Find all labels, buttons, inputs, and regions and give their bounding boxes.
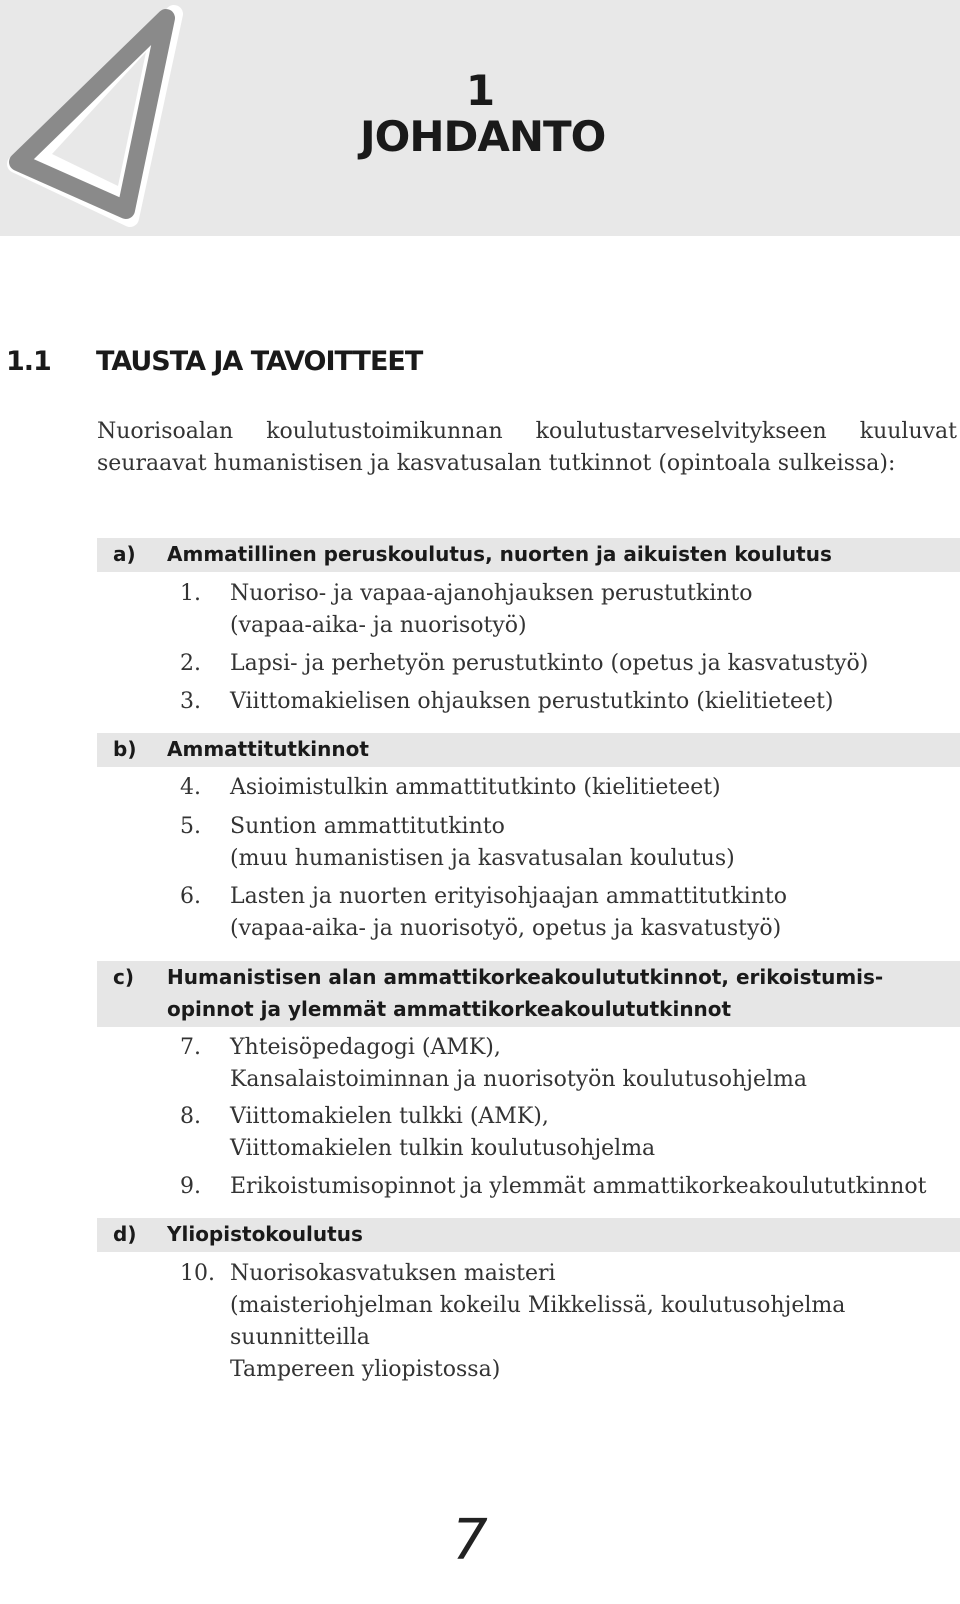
intro-paragraph: Nuorisoalan koulutustoimikunnan koulutustarveselvitykseen kuuluvat seuraavat humanistisen ja kasvatusalan tutkinnot (opintoala sulkeissa): [97, 419, 957, 476]
list-item [180, 811, 960, 875]
item-text: Yhteisöpedagogi (AMK), Kansalaistoiminnan ja nuorisotyön koulutusohjelma [230, 1035, 808, 1092]
item-text: Nuoriso- ja vapaa-ajanohjauksen perustutkinto (vapaa-aika- ja nuorisotyö) [230, 581, 753, 638]
category-title: Ammattitutkinnot [167, 737, 369, 761]
item-number: 3. [180, 689, 201, 714]
page-number: 7 [452, 1508, 488, 1573]
item-number: 9. [180, 1174, 201, 1199]
item-text: Erikoistumisopinnot ja ylemmät ammattikorkeakoulututkinnot [230, 1174, 927, 1199]
triangle-sail-logo-icon [6, 4, 186, 232]
category-letter: b) [113, 737, 137, 761]
list-item [180, 881, 960, 945]
list-item [180, 772, 960, 804]
item-number: 8. [180, 1104, 201, 1129]
item-text: Lapsi- ja perhetyön perustutkinto (opetus ja kasvatustyö) [230, 651, 869, 676]
category-title: Humanistisen alan ammattikorkeakoulututkinnot, erikoistumis- opinnot ja ylemmät ammattikorkeakoulututkinnot [167, 965, 884, 1021]
list-item [180, 578, 960, 642]
item-text: Lasten ja nuorten erityisohjaajan ammattitutkinto (vapaa-aika- ja nuorisotyö, opetus ja kasvatustyö) [230, 884, 787, 941]
category-a-header [97, 538, 960, 572]
category-letter: c) [113, 965, 134, 989]
category-d-header [97, 1218, 960, 1252]
item-number: 10. [180, 1261, 215, 1286]
category-title: Yliopistokoulutus [167, 1222, 363, 1246]
section-number: 1.1 [6, 346, 51, 377]
item-number: 1. [180, 581, 201, 606]
list-item [180, 1032, 960, 1096]
item-text: Suntion ammattitutkinto (muu humanistisen ja kasvatusalan koulutus) [230, 814, 735, 871]
list-item [180, 648, 960, 680]
category-letter: a) [113, 542, 136, 566]
list-item [180, 1101, 960, 1165]
item-number: 7. [180, 1035, 201, 1060]
item-text: Viittomakielisen ohjauksen perustutkinto (kielitieteet) [230, 689, 834, 714]
list-item [180, 1258, 960, 1382]
section-heading [6, 346, 706, 377]
item-number: 5. [180, 814, 201, 839]
chapter-number: 1 [465, 66, 495, 115]
category-title: Ammatillinen peruskoulutus, nuorten ja aikuisten koulutus [167, 542, 832, 566]
item-number: 2. [180, 651, 201, 676]
item-text: Viittomakielen tulkki (AMK), Viittomakielen tulkin koulutusohjelma [230, 1104, 656, 1161]
chapter-title: JOHDANTO [360, 112, 606, 161]
category-c-header [97, 961, 960, 1027]
section-title: TAUSTA JA TAVOITTEET [96, 346, 423, 377]
chapter-banner [0, 0, 960, 236]
list-item [180, 686, 960, 718]
category-b-header [97, 733, 960, 767]
category-letter: d) [113, 1222, 137, 1246]
item-text: Nuorisokasvatuksen maisteri (maisteriohjelman kokeilu Mikkelissä, koulutusohjelma suunnitteilla Tampereen yliopistossa) [230, 1261, 846, 1382]
item-number: 4. [180, 775, 201, 800]
list-item [180, 1171, 960, 1203]
item-number: 6. [180, 884, 201, 909]
item-text: Asioimistulkin ammattitutkinto (kielitieteet) [230, 775, 721, 800]
